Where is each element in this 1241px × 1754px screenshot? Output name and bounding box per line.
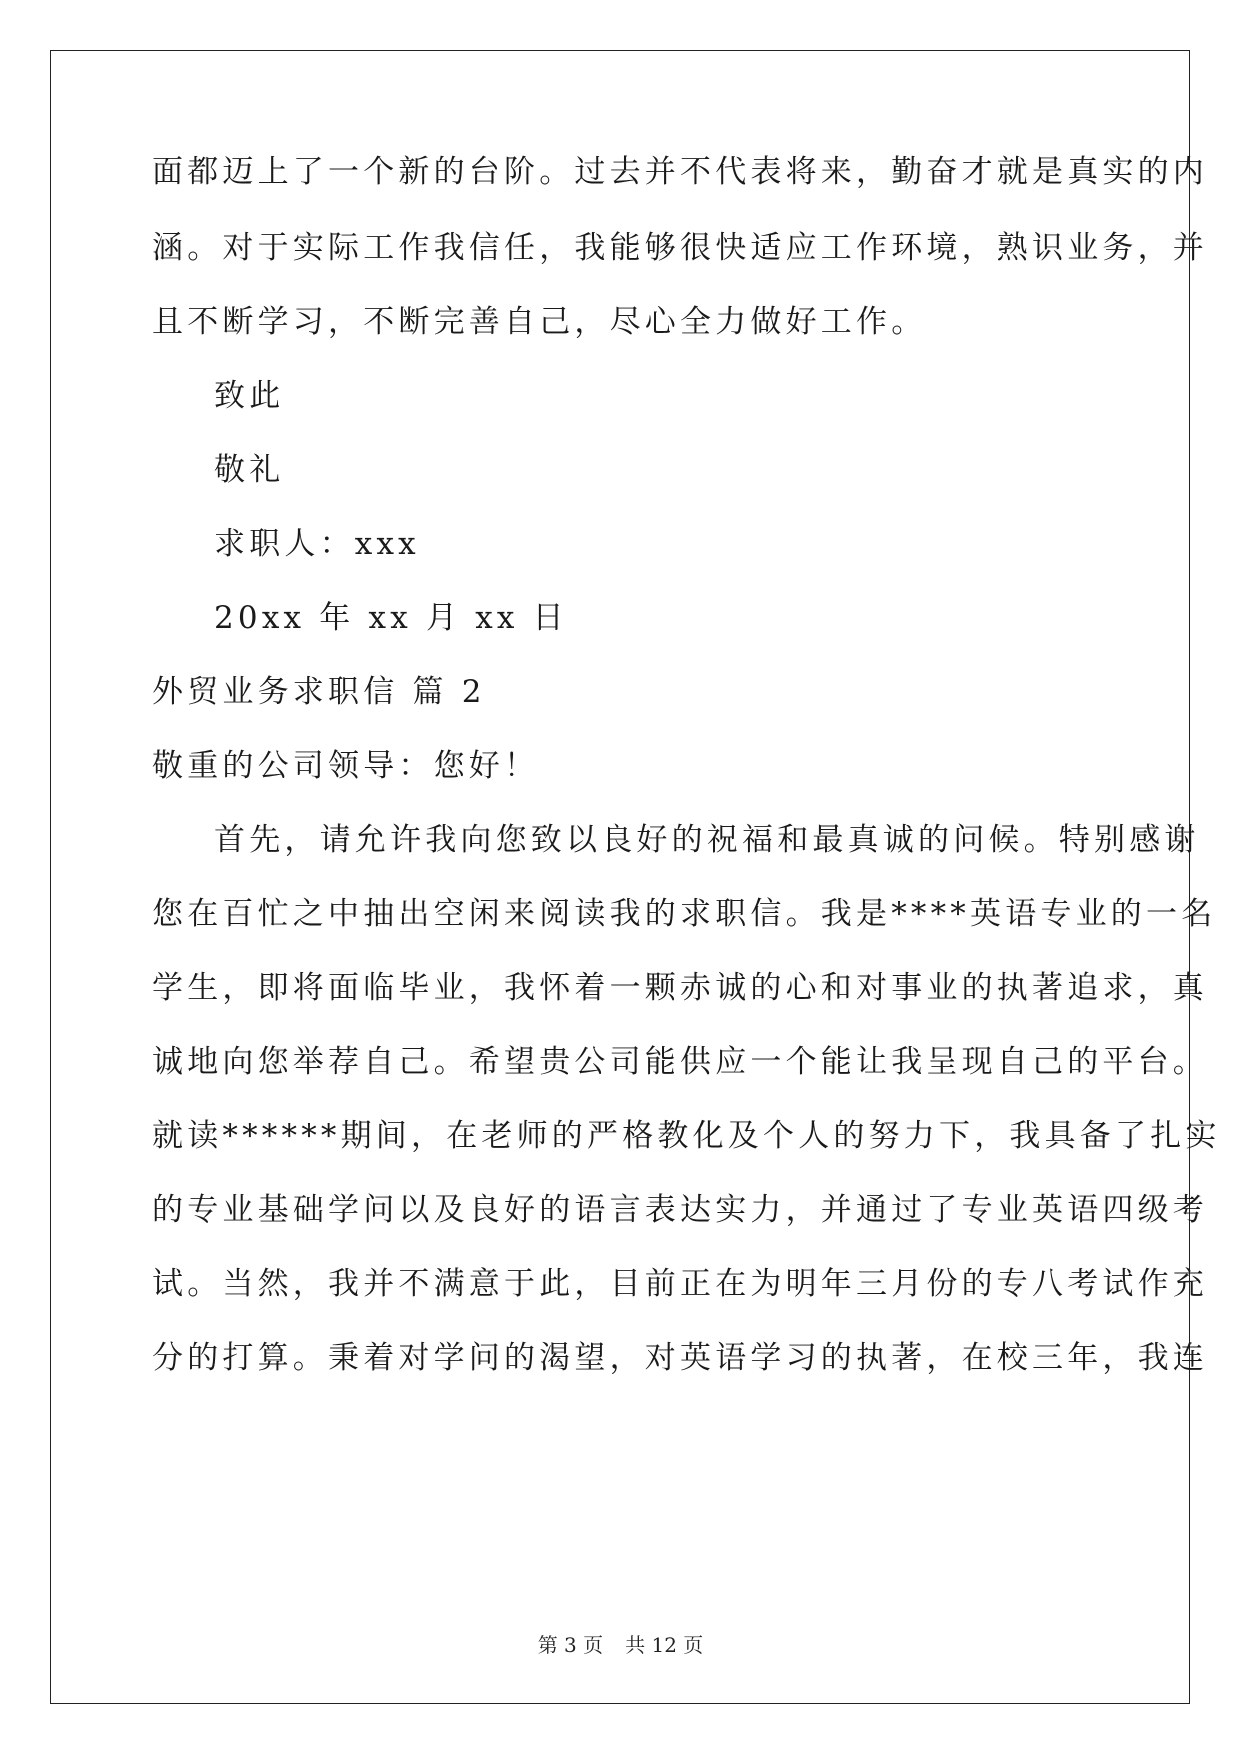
paragraph-line: 涵。对于实际工作我信任，我能够很快适应工作环境，熟识业务，并 — [152, 230, 1208, 266]
section-heading: 外贸业务求职信 篇 2 — [152, 674, 486, 710]
closing-phrase: 致此 — [214, 378, 285, 414]
paragraph-line: 诚地向您举荐自己。希望贵公司能供应一个能让我呈现自己的平台。 — [152, 1044, 1208, 1080]
paragraph-line: 面都迈上了一个新的台阶。过去并不代表将来，勤奋才就是真实的内 — [152, 154, 1208, 190]
paragraph-line: 且不断学习，不断完善自己，尽心全力做好工作。 — [152, 304, 927, 340]
page-border — [50, 50, 1221, 1704]
paragraph-line: 的专业基础学问以及良好的语言表达实力，并通过了专业英语四级考 — [152, 1192, 1208, 1228]
letter-greeting: 敬重的公司领导：您好！ — [152, 748, 540, 784]
paragraph-line: 分的打算。秉着对学问的渴望，对英语学习的执著，在校三年，我连 — [152, 1340, 1208, 1376]
salutation-closing: 敬礼 — [214, 452, 285, 488]
page-number: 第 3 页 — [537, 1633, 604, 1657]
page-total: 共 12 页 — [625, 1633, 704, 1657]
letter-date: 20xx 年 xx 月 xx 日 — [214, 600, 568, 636]
paragraph-line: 试。当然，我并不满意于此，目前正在为明年三月份的专八考试作充 — [152, 1266, 1208, 1302]
paragraph-line: 首先，请允许我向您致以良好的祝福和最真诚的问候。特别感谢 — [214, 822, 1200, 858]
paragraph-line: 学生，即将面临毕业，我怀着一颗赤诚的心和对事业的执著追求，真 — [152, 970, 1208, 1006]
paragraph-line: 您在百忙之中抽出空闲来阅读我的求职信。我是****英语专业的一名 — [152, 896, 1217, 932]
page-footer — [0, 1632, 1241, 1658]
applicant-signature: 求职人：xxx — [214, 526, 420, 562]
paragraph-line: 就读******期间，在老师的严格教化及个人的努力下，我具备了扎实 — [152, 1118, 1221, 1154]
